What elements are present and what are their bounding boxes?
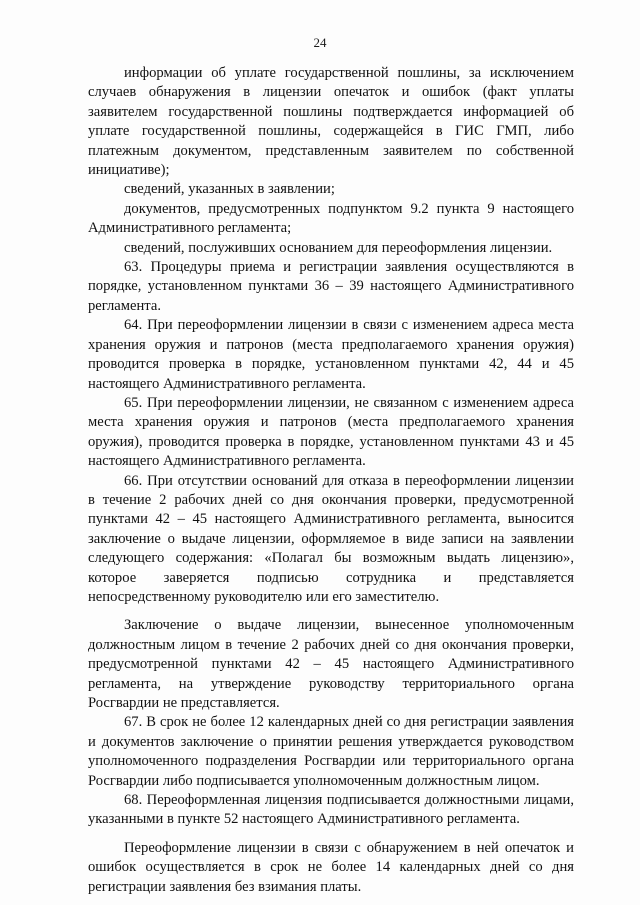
paragraph-clause-64: 64. При переоформлении лицензии в связи с изменением адреса места хранения оружия и патронов (места предполагаемого хранения оружия) проводится проверка в порядке, установленном пунктами 42, 44 и 45 настоящего Административного регламента. [88,317,574,392]
paragraph-clause-67: 67. В срок не более 12 календарных дней со дня регистрации заявления и документов заключение о принятии решения утверждается руководством уполномоченного подразделения Росгвардии или территориального органа Росгвардии либо подписывается уполномоченным должностным лицом. [88,714,574,789]
paragraph-clause-65: 65. При переоформлении лицензии, не связанном с изменением адреса места хранения оружия и патронов (места предполагаемого хранения оружия), проводится проверка в порядке, установленном пунктами 43 и 45 настоящего Административного регламента. [88,394,574,470]
paragraph-clause-68: 68. Переоформленная лицензия подписывается должностными лицами, указанными в пункте 52 настоящего Административного регламента. [88,792,574,828]
paragraph-reissue-grounds: сведений, послуживших основанием для переоформления лицензии. [124,239,553,256]
paragraph-conclusion: Заключение о выдаче лицензии, вынесенное уполномоченным должностным лицом в течение 2 рабочих дней со дня окончания проверки, предусмотренной пунктами 42 – 45 настоящего Административного регламента, на утверждение руководству территориального органа Росгвардии не представляется. [88,617,574,711]
paragraph-documents-subclause: документов, предусмотренных подпунктом 9.2 пункта 9 настоящего Административного регламента; [88,200,574,237]
paragraph-error-correction: Переоформление лицензии в связи с обнаружением в ней опечаток и ошибок осуществляется в срок не более 14 календарных дней со дня регистрации заявления без взимания платы. [88,839,574,895]
paragraph-application-details: сведений, указанных в заявлении; [124,181,335,198]
document-body [88,64,574,897]
paragraph-clause-66: 66. При отсутствии оснований для отказа в переоформлении лицензии в течение 2 рабочих дней со дня окончания проверки, предусмотренной пунктами 42 – 45 настоящего Административного регламента, выносится заключение о выдаче лицензии, оформляемое в виде записи на заявлении следующего содержания: «Полагал бы возможным выдать лицензию», которое заверяется подписью сотрудника и представляется непосредственному руководителю или его заместителю. [88,472,574,605]
paragraph-clause-63: 63. Процедуры приема и регистрации заявления осуществляются в порядке, установленном пунктами 36 – 39 настоящего Административного регламента. [88,259,574,314]
page-number: 24 [313,35,327,50]
paragraph-fee-information: информации об уплате государственной пошлины, за исключением случаев обнаружения в лицензии опечаток и ошибок (факт уплаты заявителем государственной пошлины подтверждается информацией об уплате государственной пошлины, содержащейся в ГИС ГМП, либо платежным документом, представленным заявителем по собственной инициативе); [88,65,574,179]
